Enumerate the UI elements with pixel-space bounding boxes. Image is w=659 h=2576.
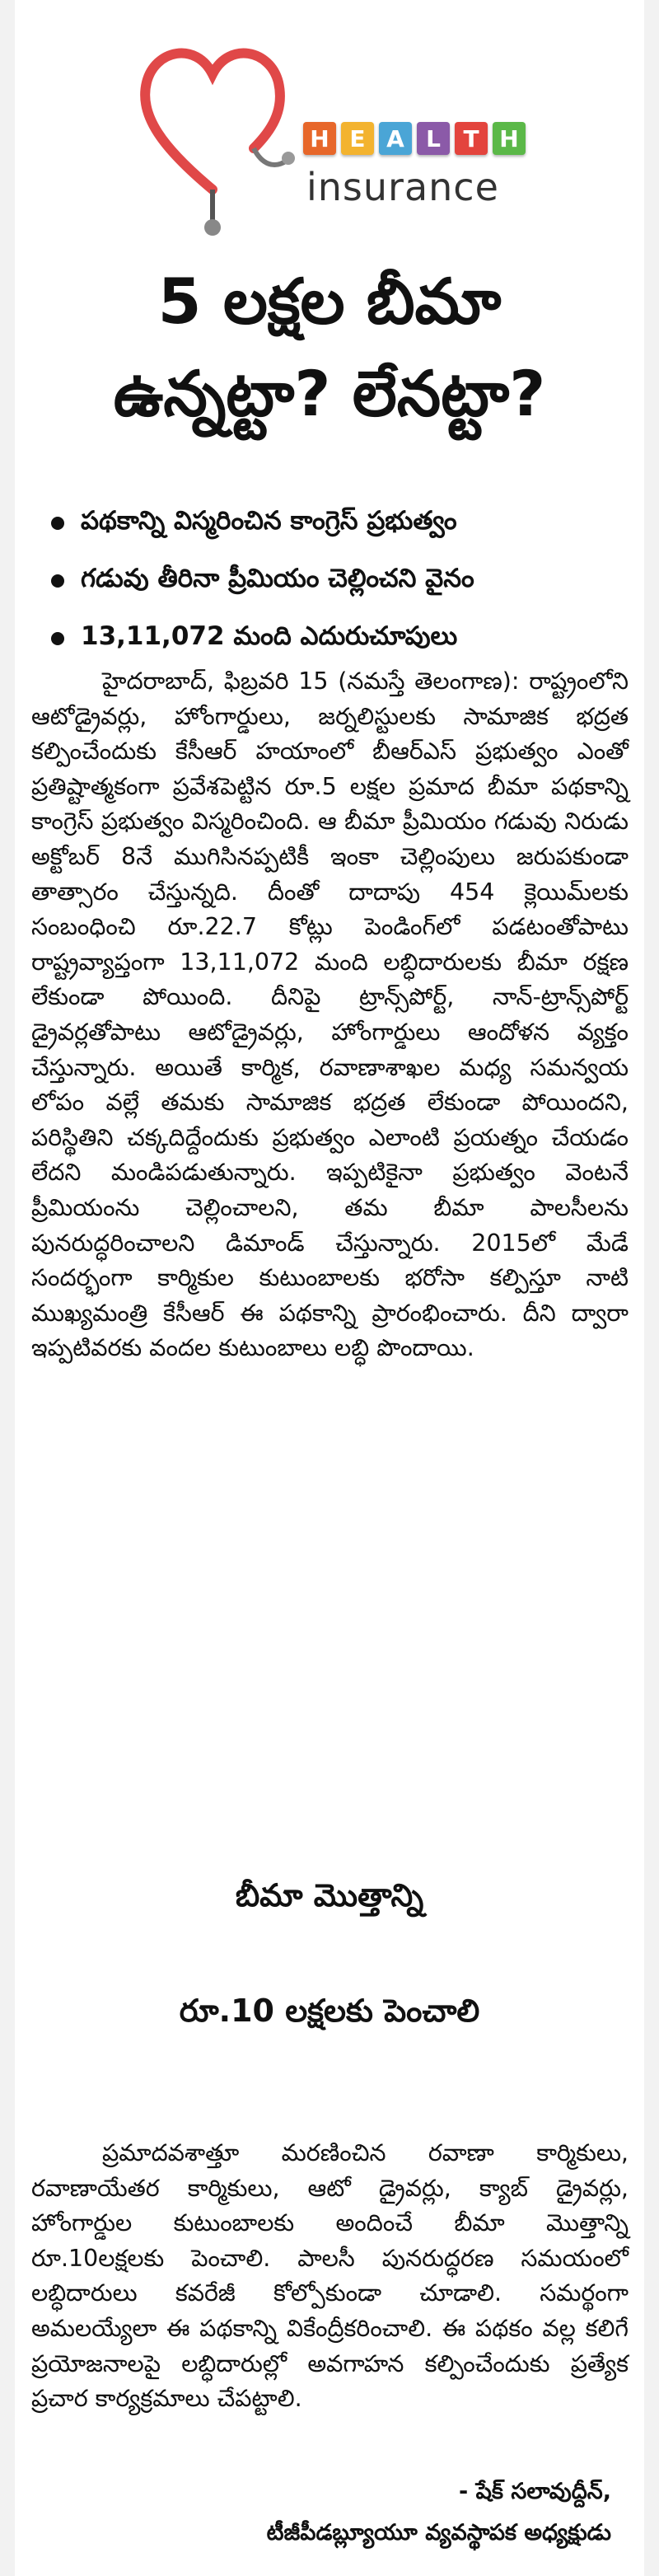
bullet-item <box>51 610 628 667</box>
tile: L <box>417 122 450 155</box>
stethoscope-heart-icon <box>130 25 295 239</box>
bullet-item <box>51 494 628 552</box>
tile: T <box>455 122 488 155</box>
tile: E <box>341 122 374 155</box>
bullet-list <box>51 494 628 667</box>
article-paragraph-1: హైదరాబాద్, ఫిబ్రవరి 15 (నమస్తే తెలంగాణ): రాష్ట్రంలోని ఆటోడ్రైవర్లు, హోంగార్డులు, జర్నలిస్టులకు సామాజిక భద్రత కల్పించేందుకు కేసీఆర్ హయాంలో బీఆర్ఎస్ ప్రభుత్వం ఎంతో ప్రతిష్టాత్మకంగా ప్రవేశపెట్టిన రూ.5 లక్షల ప్రమాద బీమా పథకాన్ని కాంగ్రెస్ ప్రభుత్వం విస్మరించింది. ఆ బీమా ప్రీమియం గడువు నిరుడు అక్టోబర్ 8నే ముగిసినప్పటికీ ఇంకా చెల్లింపులు జరుపకుండా తాత్సారం చేస్తున్నది. దీంతో దాదాపు 454 క్లెయిమ్‌లకు సంబంధించి రూ.22.7 కోట్లు పెండింగ్‌లో పడటంతోపాటు రాష్ట్రవ్యాప్తంగా 13,11,072 మంది లబ్ధిదారులకు బీమా రక్షణ లేకుండా పోయింది. దీనిపై ట్రాన్స్‌పోర్ట్, నాన్-ట్రాన్స్‌పోర్ట్ డ్రైవర్లతోపాటు ఆటోడ్రైవర్లు, హోంగార్డులు ఆందోళన వ్యక్తం చేస్తున్నారు. అయితే కార్మిక, రవాణాశాఖల మధ్య సమన్వయ లోపం వల్లే తమకు సామాజిక భద్రత లేకుండా పోయిందని, పరిస్థితిని చక్కదిద్దేందుకు ప్రభుత్వం ఎలాంటి ప్రయత్నం చేయడం లేదని మండిపడుతున్నారు. ఇప్పటికైనా ప్రభుత్వం వెంటనే ప్రీమియంను చెల్లించాలని, తమ బీమా పాలసీలను పునరుద్ధరించాలని డిమాండ్ చేస్తున్నారు. 2015లో మేడే సందర్భంగా కార్మికుల కుటుంబాలకు భరోసా కల్పిస్తూ నాటి ముఖ్యమంత్రి కేసీఆర్ ఈ పథకాన్ని ప్రారంభించారు. దీని ద్వారా ఇప్పటివరకు వందల కుటుంబాలు లబ్ధి పొందాయి. <box>31 667 629 1362</box>
bullet-item <box>51 552 628 610</box>
subheading-line-2: రూ.10 లక్షలకు పెంచాలి <box>179 1993 480 2029</box>
article-paragraph-2: ప్రమాదవశాత్తూ మరణించిన రవాణా కార్మికులు, రవాణాయేతర కార్మికులు, ఆటో డ్రైవర్లు, క్యాబ్ డ్రైవర్లు, హోంగార్డుల కుటుంబాలకు అందించే బీమా మొత్తాన్ని రూ.10లక్షలకు పెంచాలి. పాలసీ పునరుద్ధరణ సమయంలో లబ్ధిదారులు కవరేజీ కోల్పోకుండా చూడాలి. సమర్థంగా అమలయ్యేలా ఈ పథకాన్ని వికేంద్రీకరించాలి. ఈ పథకం వల్ల కలిగే ప్రయోజనాలపై లబ్ధిదారుల్లో అవగాహన కల్పించేందుకు ప్రత్యేక ప్రచార కార్యక్రమాలు చేపట్టాలి. <box>31 2139 629 2413</box>
health-tiles <box>303 122 526 155</box>
health-insurance-logo <box>130 25 575 239</box>
signature-name: - షేక్ సలావుద్దీన్, <box>459 2479 611 2504</box>
signature-title: టీజీపీడబ్ల్యూయూ వ్యవస్థాపక అధ్యక్షుడు <box>266 2520 611 2546</box>
bullet-dot-icon <box>51 632 64 645</box>
bullet-dot-icon <box>51 517 64 530</box>
newspaper-clipping <box>15 0 644 2576</box>
bullet-dot-icon <box>51 574 64 588</box>
tile: H <box>303 122 336 155</box>
bullet-text: పథకాన్ని విస్మరించిన కాంగ్రెస్ ప్రభుత్వం <box>81 505 457 536</box>
tile: A <box>379 122 412 155</box>
logo-subtitle: insurance <box>306 165 499 209</box>
bullet-text: 13,11,072 మంది ఎదురుచూపులు <box>81 621 458 651</box>
headline-line-1: 5 లక్షల బీమా <box>157 265 502 338</box>
headline-line-2: ఉన్నట్టా? లేనట్టా? <box>113 357 546 430</box>
bullet-text: గడువు తీరినా ప్రీమియం చెల్లించని వైనం <box>81 563 474 593</box>
tile: H <box>493 122 526 155</box>
subheading-line-1: బీమా మొత్తాన్ని <box>235 1877 424 1913</box>
